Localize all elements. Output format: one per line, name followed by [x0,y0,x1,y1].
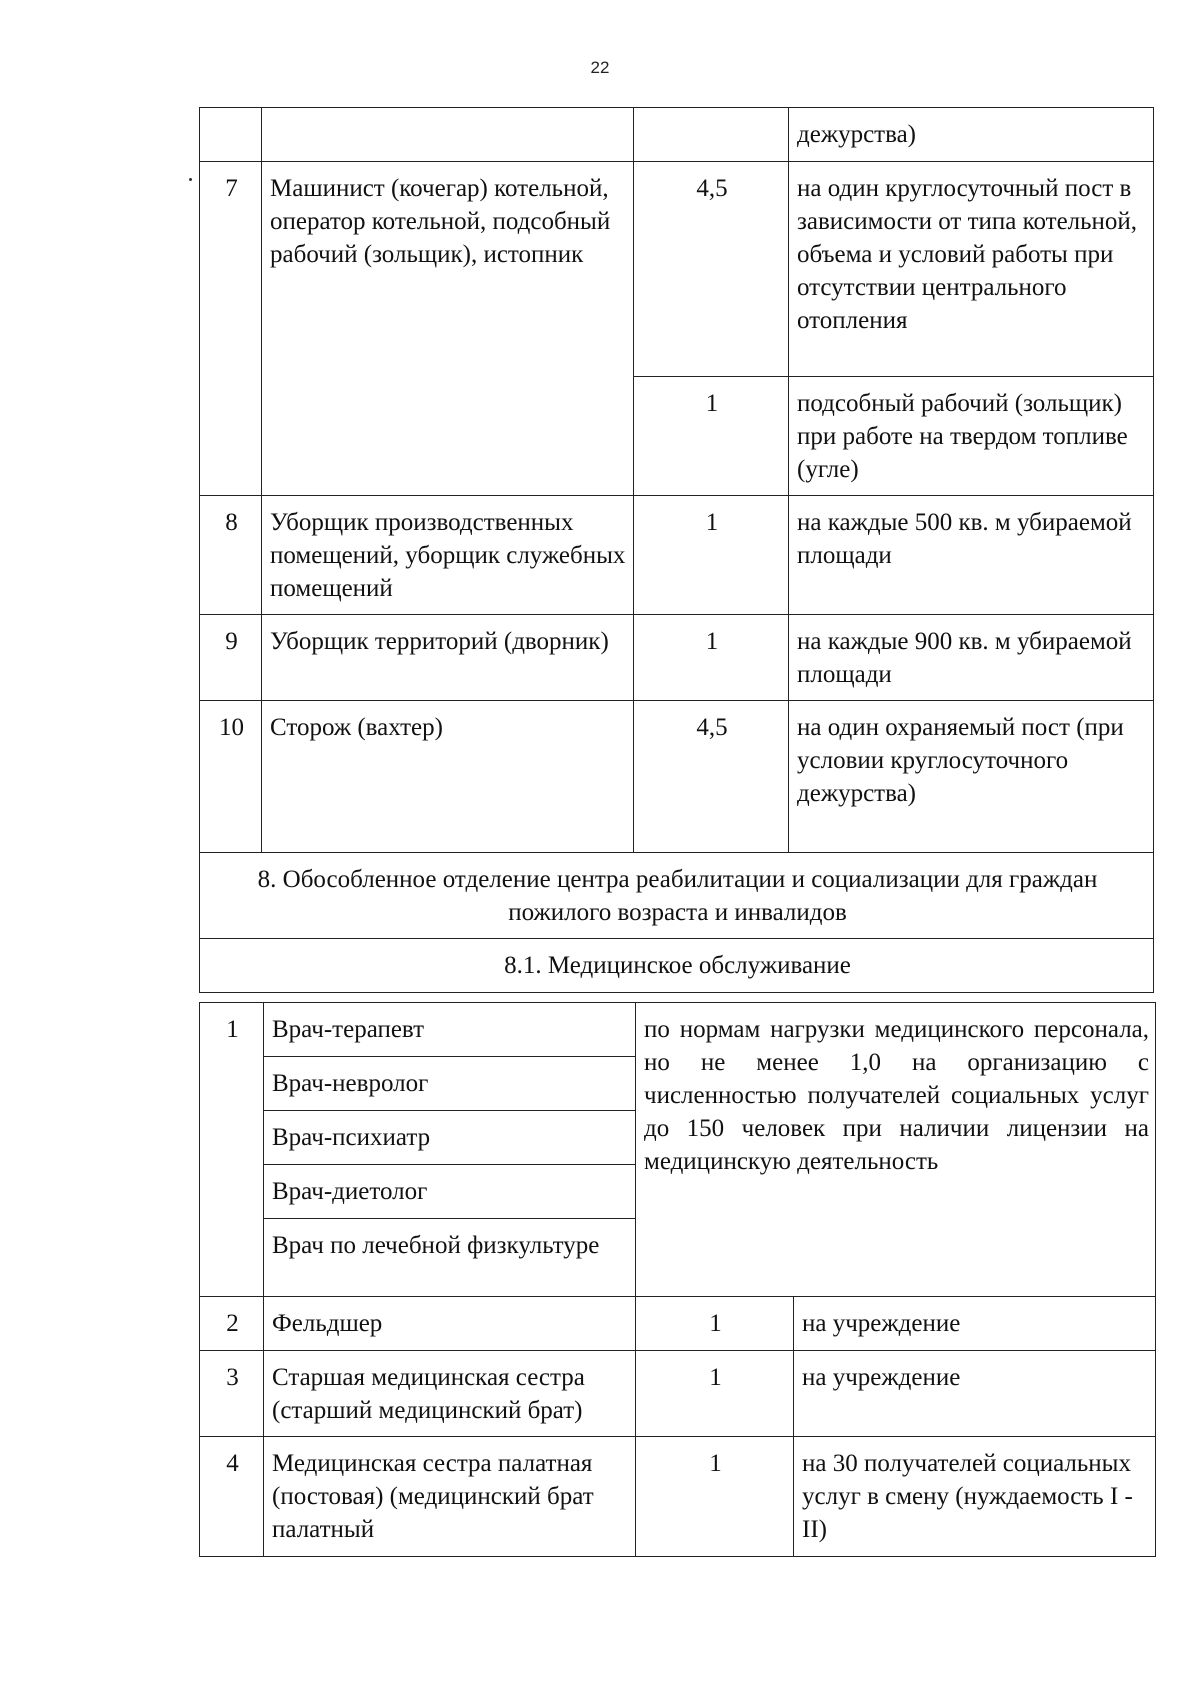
table-row [200,108,1154,162]
quantity-cell: 1 [636,1437,794,1557]
quantity-cell: 1 [636,1297,794,1351]
table-row [200,615,1154,701]
table-row [200,1437,1156,1557]
row-number: 1 [200,1003,264,1297]
position-item: Врач-диетолог [264,1165,635,1219]
quantity-cell [634,108,789,162]
table-row [200,701,1154,853]
position-cell: Машинист (кочегар) котельной, оператор котельной, подсобный рабочий (зольщик), истопник [262,162,634,496]
table-row [200,1351,1156,1437]
position-item: Врач-психиатр [264,1111,635,1165]
note-cell: дежурства) [789,108,1154,162]
row-number: 7 [200,162,262,496]
row-number: 4 [200,1437,264,1557]
subsection-heading: 8.1. Медицинское обслуживание [200,939,1154,993]
position-item: Врач-терапевт [264,1003,635,1057]
table-row [200,162,1154,377]
row-number [200,108,262,162]
position-cell: Сторож (вахтер) [262,701,634,853]
position-item: Врач по лечебной физкультуре [272,1232,600,1259]
quantity-cell: 4,5 [634,162,789,377]
position-item: Врач-невролог [264,1057,635,1111]
position-cell: Фельдшер [264,1297,636,1351]
note-cell: на учреждение [794,1351,1156,1437]
table-row [200,1297,1156,1351]
row-number: 10 [200,701,262,853]
note-cell: на один охраняемый пост (при условии круглосуточного дежурства) [789,701,1154,853]
position-cell: Старшая медицинская сестра (старший медицинский брат) [264,1351,636,1437]
note-cell: на один круглосуточный пост в зависимости от типа котельной, объема и условий работы при отсутствии центрального отопления [789,162,1154,377]
position-list-cell [264,1003,636,1297]
row-number: 9 [200,615,262,701]
section-heading-row [200,853,1154,939]
section-heading: 8. Обособленное отделение центра реабилитации и социализации для граждан пожилого возраста и инвалидов [200,853,1154,939]
position-cell: Медицинская сестра палатная (постовая) (медицинский брат палатный [264,1437,636,1557]
row-number: 3 [200,1351,264,1437]
quantity-cell: 1 [636,1351,794,1437]
note-cell: на каждые 900 кв. м убираемой площади [789,615,1154,701]
note-cell: на каждые 500 кв. м убираемой площади [789,496,1154,615]
table-row [200,1003,1156,1297]
position-cell [262,108,634,162]
position-cell: Уборщик производственных помещений, уборщик служебных помещений [262,496,634,615]
row-number: 2 [200,1297,264,1351]
note-cell: подсобный рабочий (зольщик) при работе на твердом топливе (угле) [789,377,1154,496]
note-cell: на 30 получателей социальных услуг в смену (нуждаемость I - II) [794,1437,1156,1557]
staffing-table-part-2 [199,1002,1156,1557]
table-row [200,496,1154,615]
page-number: 22 [590,58,610,77]
note-cell: на учреждение [794,1297,1156,1351]
position-cell: Уборщик территорий (дворник) [262,615,634,701]
quantity-cell: 1 [634,615,789,701]
quantity-cell: 4,5 [634,701,789,853]
row-number: 8 [200,496,262,615]
stray-dot [189,178,192,181]
quantity-cell: 1 [634,377,789,496]
subsection-heading-row [200,939,1154,993]
quantity-cell: 1 [634,496,789,615]
note-cell: по нормам нагрузки медицинского персонала, но не менее 1,0 на организацию с численностью получателей социальных услуг до 150 человек при наличии лицензии на медицинскую деятельность [636,1003,1156,1297]
staffing-table-part-1 [199,107,1154,993]
